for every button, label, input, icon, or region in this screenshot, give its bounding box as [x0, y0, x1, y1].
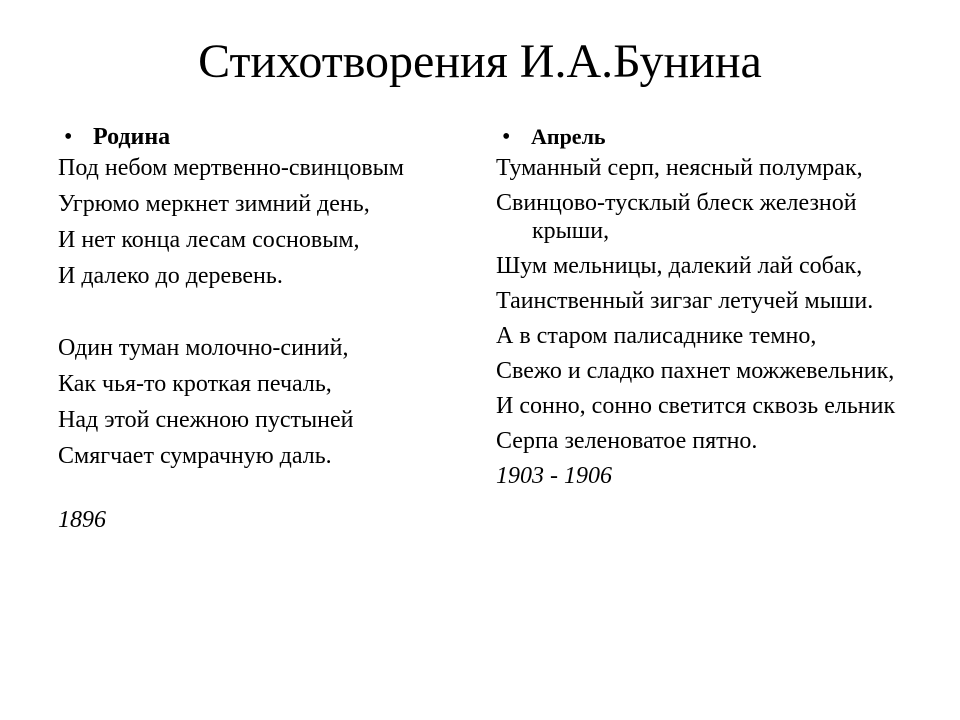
poem-line: Как чья-то кроткая печаль,: [58, 371, 332, 397]
poem-year: 1896: [58, 507, 106, 533]
poem-line: А в старом палисаднике темно,: [496, 323, 817, 349]
poem-year: 1903 - 1906: [496, 463, 612, 489]
bullet-icon: •: [502, 124, 511, 150]
poem-line: Угрюмо меркнет зимний день,: [58, 191, 370, 217]
bullet-icon: •: [64, 124, 73, 150]
poem-line: Смягчает сумрачную даль.: [58, 443, 332, 469]
poem-title: Родина: [93, 124, 171, 150]
poem-line: Серпа зеленоватое пятно.: [496, 428, 758, 454]
stanza-gap: [58, 298, 458, 334]
poem-line: Под небом мертвенно-свинцовым: [58, 155, 404, 181]
slide-title: Стихотворения И.А.Бунина: [198, 35, 762, 88]
poem-heading: [496, 120, 916, 154]
poem-line: И сонно, сонно светится сквозь ельник: [496, 393, 896, 419]
poem-line: Таинственный зигзаг летучей мыши.: [496, 288, 874, 314]
poem-line: Туманный серп, неясный полумрак,: [496, 155, 863, 181]
poem-line: Шум мельницы, далекий лай собак,: [496, 253, 863, 279]
poem-body: [496, 154, 916, 455]
poem-body: [58, 154, 458, 470]
poem-line: И далеко до деревень.: [58, 263, 283, 289]
poem-heading: [58, 120, 458, 154]
poem-line: Свинцово-тусклый блеск железной крыши,: [496, 190, 857, 244]
poem-line: Один туман молочно-синий,: [58, 335, 349, 361]
poem-column-aprel: [496, 120, 916, 490]
poem-line: Свежо и сладко пахнет можжевельник,: [496, 358, 895, 384]
poem-line: Над этой снежною пустыней: [58, 407, 354, 433]
poem-line: И нет конца лесам сосновым,: [58, 227, 360, 253]
poem-column-rodina: [58, 120, 458, 534]
poem-title: Апрель: [531, 124, 606, 149]
